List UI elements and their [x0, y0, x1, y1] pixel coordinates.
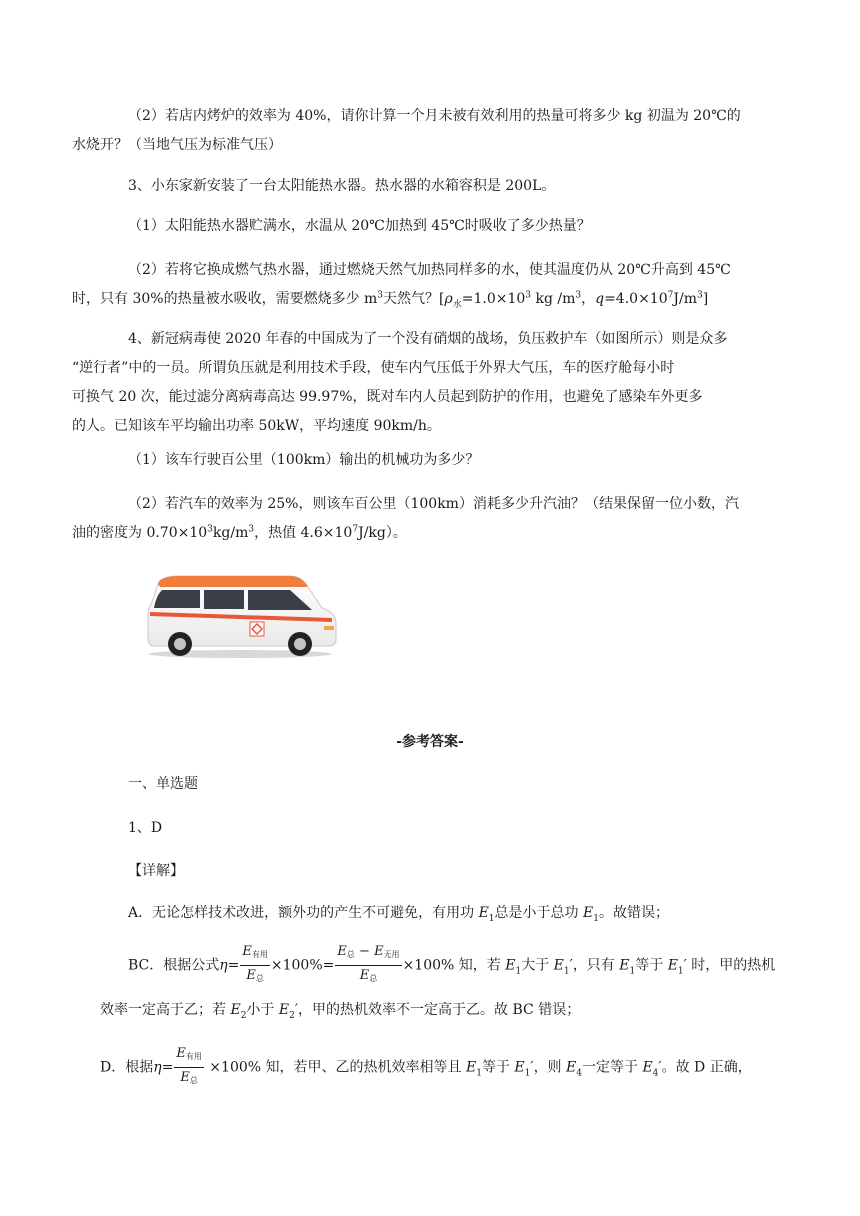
q4-2-line1: （2）若汽车的效率为 25%，则该车百公里（100km）消耗多少升汽油？（结果保留一位小数，汽	[128, 496, 739, 512]
q4-2-line2: 油的密度为 $0.70\times 10^3kg/m^3$，热值 $4.6\times 10^7J/kg$）。	[72, 524, 407, 541]
question-2-part-2	[72, 102, 800, 160]
fraction-efficiency: $\frac{\text{E有用}}{\text{E总}}$	[176, 1046, 202, 1085]
question-4-part-2	[72, 490, 800, 548]
fraction-useful-over-total: $\frac{\text{E有用}}{\text{E总}}$	[242, 944, 268, 983]
q3-2-line2: 时，只有 30%的热量被水吸收，需要燃烧多少 $m^3$天然气？[$\rho_水=1.0\times 10^3$ kg $/m^3$，$q=4.0\times 10^7J/m^3$]	[72, 290, 709, 310]
question-4-intro	[72, 325, 800, 441]
q4-line1: 4、新冠病毒使 2020 年春的中国成为了一个没有硝烟的战场，负压救护车（如图所示）则是众多	[128, 331, 728, 347]
explanation-bc-line2: 效率一定高于乙；若 $E_2$小于 $E_2'$，甲的热机效率不一定高于乙。故 BC 错误；	[100, 1002, 581, 1021]
question-4-part-1: （1）该车行驶百公里（100km）输出的机械功为多少？	[128, 452, 480, 468]
fraction-total-minus-useless: $\frac{\text{E总 − E无用}}{\text{E总}}$	[337, 944, 400, 983]
detail-label: 【详解】	[128, 863, 184, 879]
q2-2-line1: （2）若店内烤炉的效率为 40%，请你计算一个月未被有效利用的热量可将多少 kg 初温为 20℃的	[128, 108, 741, 124]
explanation-bc: BC．根据公式η= $\frac{\text{E有用}}{\text{E总}}$ ×100%= $\frac{\text{E总 − E无用}}{\text{E总}}$ ×100% 知，若 $E_1$大于 $E_1'$，只有 $E_1$等于 $E_1'$ 时，甲的热机	[100, 944, 800, 987]
section-title: 一、单选题	[128, 776, 198, 792]
explanation-a: A．无论怎样技术改进，额外功的产生不可避免，有用功 $E_1$总是小于总功 $E_1$。故错误；	[128, 905, 669, 924]
answers-heading: -参考答案-	[396, 734, 464, 750]
explanation-d: D．根据η= $\frac{\text{E有用}}{\text{E总}}$ ×100% 知，若甲、乙的热机效率相等且 $E_1$等于 $E_1'$，则 $E_4$一定等于 $E_4'$。故 D 正确，	[100, 1046, 800, 1089]
q3-2-line1: （2）若将它换成燃气热水器，通过燃烧天然气加热同样多的水，使其温度仍从 20℃升高到 45℃	[128, 262, 731, 278]
q2-2-line2: 水烧开？（当地气压为标准气压）	[72, 137, 282, 153]
question-3-intro: 3、小东家新安装了一台太阳能热水器。热水器的水箱容积是 200L。	[128, 178, 556, 194]
question-3-part-2	[72, 256, 800, 314]
question-3-part-1: （1）太阳能热水器贮满水，水温从 20℃加热到 45℃时吸收了多少热量？	[128, 218, 591, 234]
ambulance-image	[140, 572, 340, 662]
answer-item-1: 1、D	[128, 820, 163, 836]
q4-line2: “逆行者”中的一员。所谓负压就是利用技术手段，使车内气压低于外界大气压，车的医疗舱每小时	[72, 360, 675, 376]
q4-line3: 可换气 20 次，能过滤分离病毒高达 99.97%，既对车内人员起到防护的作用，也避免了感染车外更多	[72, 389, 703, 405]
q4-line4: 的人。已知该车平均输出功率 50kW，平均速度 90km/h。	[72, 418, 441, 434]
